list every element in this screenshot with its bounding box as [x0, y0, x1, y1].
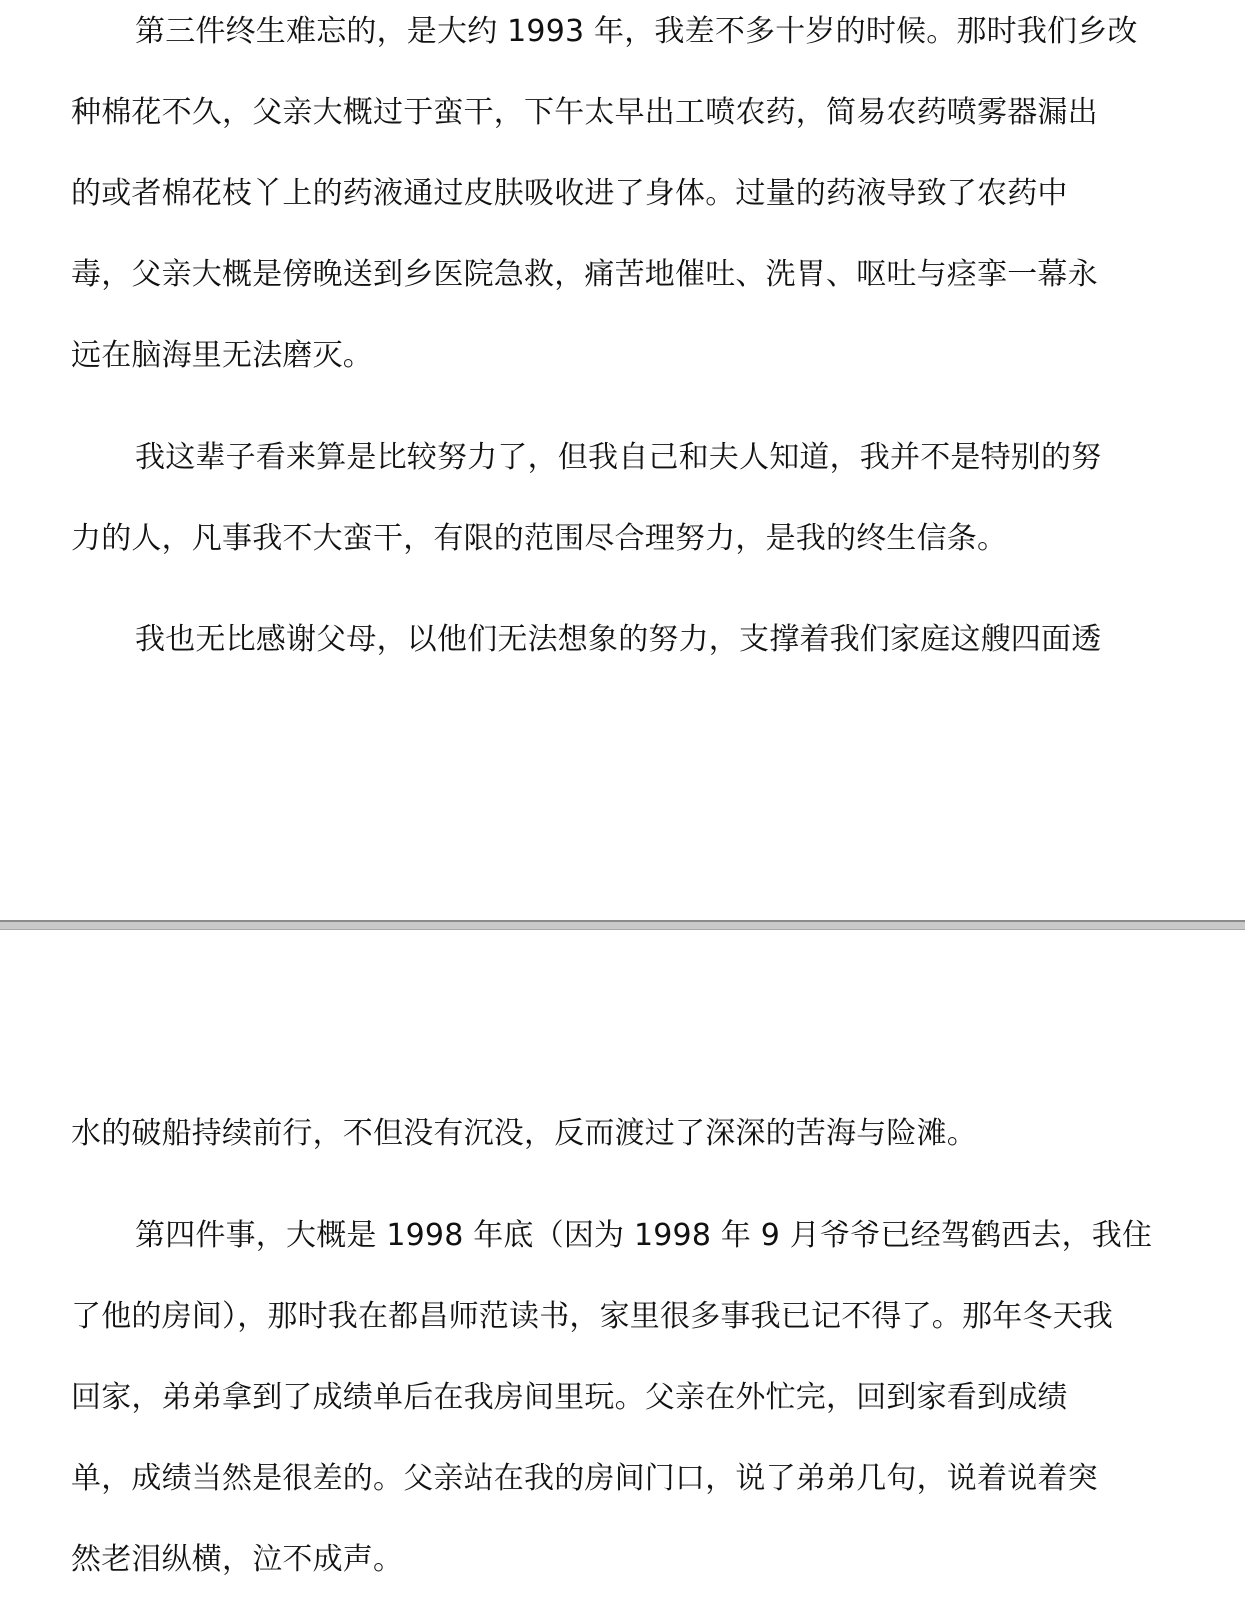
text-line: 单，成绩当然是很差的。父亲站在我的房间门口，说了弟弟几句，说着说着突 — [71, 1461, 1098, 1496]
text-line: 了他的房间），那时我在都昌师范读书，家里很多事我已记不得了。那年冬天我 — [71, 1299, 1113, 1334]
text-line: 远在脑海里无法磨灭。 — [71, 338, 373, 373]
text-line: 然老泪纵横，泣不成声。 — [71, 1542, 404, 1577]
text-line: 毒，父亲大概是傍晚送到乡医院急救，痛苦地催吐、洗胃、呕吐与痉挛一幕永 — [71, 257, 1098, 292]
text-line: 我这辈子看来算是比较努力了，但我自己和夫人知道，我并不是特别的努 — [135, 440, 1102, 475]
text-line: 种棉花不久，父亲大概过于蛮干，下午太早出工喷农药，简易农药喷雾器漏出 — [71, 95, 1098, 130]
text-line: 我也无比感谢父母，以他们无法想象的努力，支撑着我们家庭这艘四面透 — [135, 622, 1102, 657]
text-line: 第三件终生难忘的，是大约 1993 年，我差不多十岁的时候。那时我们乡改 — [135, 14, 1138, 49]
page-separator — [0, 920, 1245, 930]
document-page-2 — [0, 930, 1245, 1605]
text-line: 回家，弟弟拿到了成绩单后在我房间里玩。父亲在外忙完，回到家看到成绩 — [71, 1380, 1068, 1415]
text-line: 力的人，凡事我不大蛮干，有限的范围尽合理努力，是我的终生信条。 — [71, 521, 1008, 556]
text-line: 的或者棉花枝丫上的药液通过皮肤吸收进了身体。过量的药液导致了农药中 — [71, 176, 1068, 211]
text-line: 第四件事，大概是 1998 年底（因为 1998 年 9 月爷爷已经驾鹤西去，我住 — [135, 1218, 1153, 1253]
text-line: 水的破船持续前行，不但没有沉没，反而渡过了深深的苦海与险滩。 — [71, 1116, 977, 1151]
